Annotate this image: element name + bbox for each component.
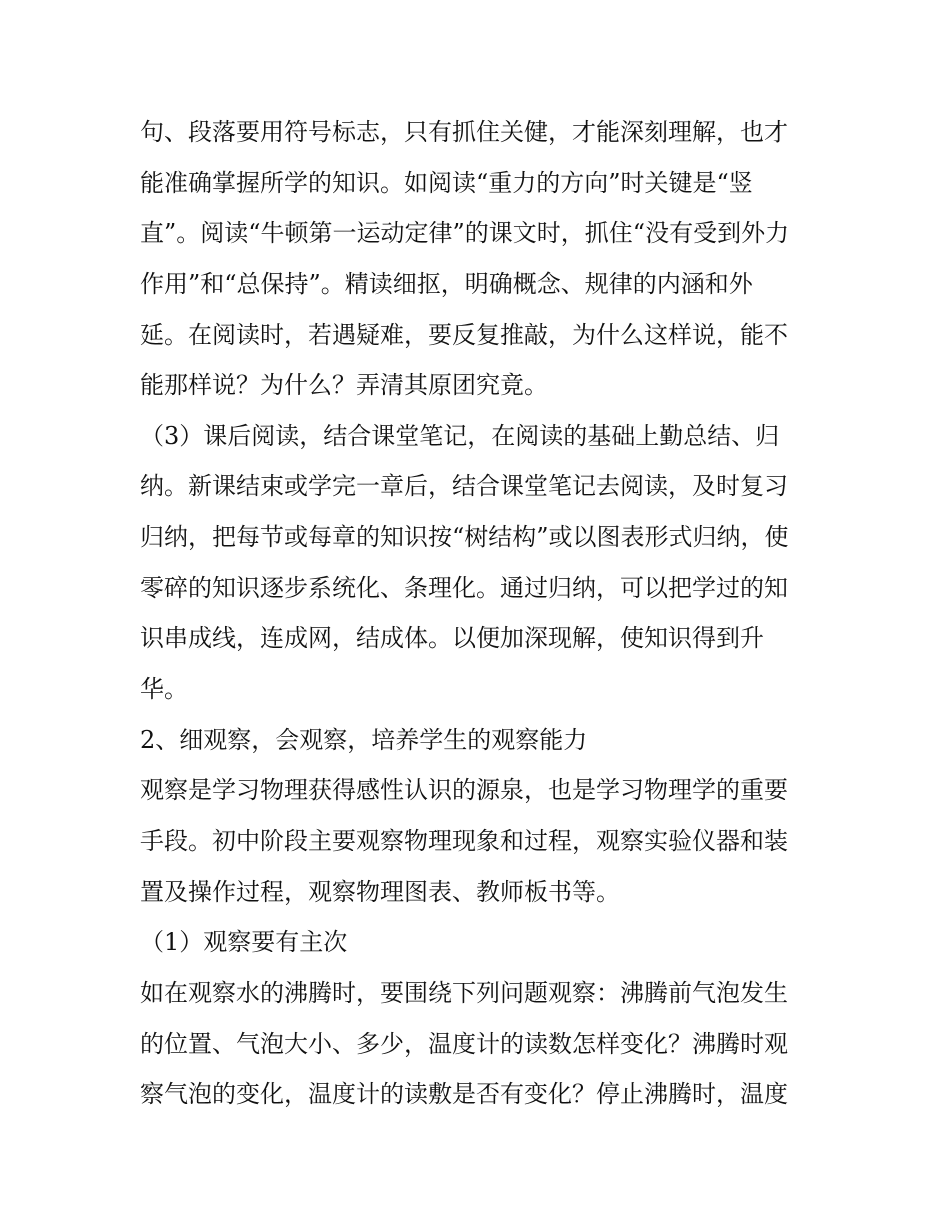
text-line: 直”。阅读“牛顿第一运动定律”的课文时，抓住“没有受到外力	[140, 219, 790, 248]
text-line: 能准确掌握所学的知识。如阅读“重力的方向”时关键是“竖	[140, 168, 753, 197]
text-line: 纳。新课结束或学完一章后，结合课堂笔记去阅读，及时复习	[140, 472, 788, 501]
section-heading: 2、细观察，会观察，培养学生的观察能力	[140, 725, 588, 754]
text-line: 识串成线，连成网，结成体。以便加深现解，使知识得到升	[140, 624, 764, 653]
text-body	[140, 107, 820, 1120]
text-line: 零碎的知识逐步系统化、条理化。通过归纳，可以把学过的知	[140, 573, 788, 602]
text-line: 如在观察水的沸腾时，要围绕下列问题观察：沸腾前气泡发生	[140, 978, 788, 1007]
subsection-heading: （1）观察要有主次	[140, 928, 348, 957]
text-line: （3）课后阅读，结合课堂笔记，在阅读的基础上勤总结、归	[140, 421, 780, 450]
text-line: 句、段落要用符号标志，只有抓住关健，才能深刻理解，也才	[140, 118, 788, 146]
text-line: 华。	[140, 675, 188, 704]
text-line: 归纳，把每节或每章的知识按“树结构”或以图表形式归纳，使	[140, 523, 789, 552]
text-line: 察气泡的变化，温度计的读敷是否有变化？停止沸腾时，温度	[140, 1080, 788, 1109]
text-line: 延。在阅读时，若遇疑难，要反复推敲，为什么这样说，能不	[140, 320, 788, 349]
text-line: 置及操作过程，观察物理图表、教师板书等。	[140, 877, 620, 906]
text-line: 作用”和“总保持”。精读细抠，明确概念、规律的内涵和外	[140, 269, 753, 298]
text-line: 观察是学习物理获得感性认识的源泉，也是学习物理学的重要	[140, 776, 788, 805]
text-line: 手段。初中阶段主要观察物理现象和过程，观察实验仪器和装	[140, 826, 788, 855]
text-line: 的位置、气泡大小、多少，温度计的读数怎样变化？沸腾时观	[140, 1029, 788, 1058]
text-line: 能那样说？为什么？弄清其原团究竟。	[140, 371, 548, 400]
